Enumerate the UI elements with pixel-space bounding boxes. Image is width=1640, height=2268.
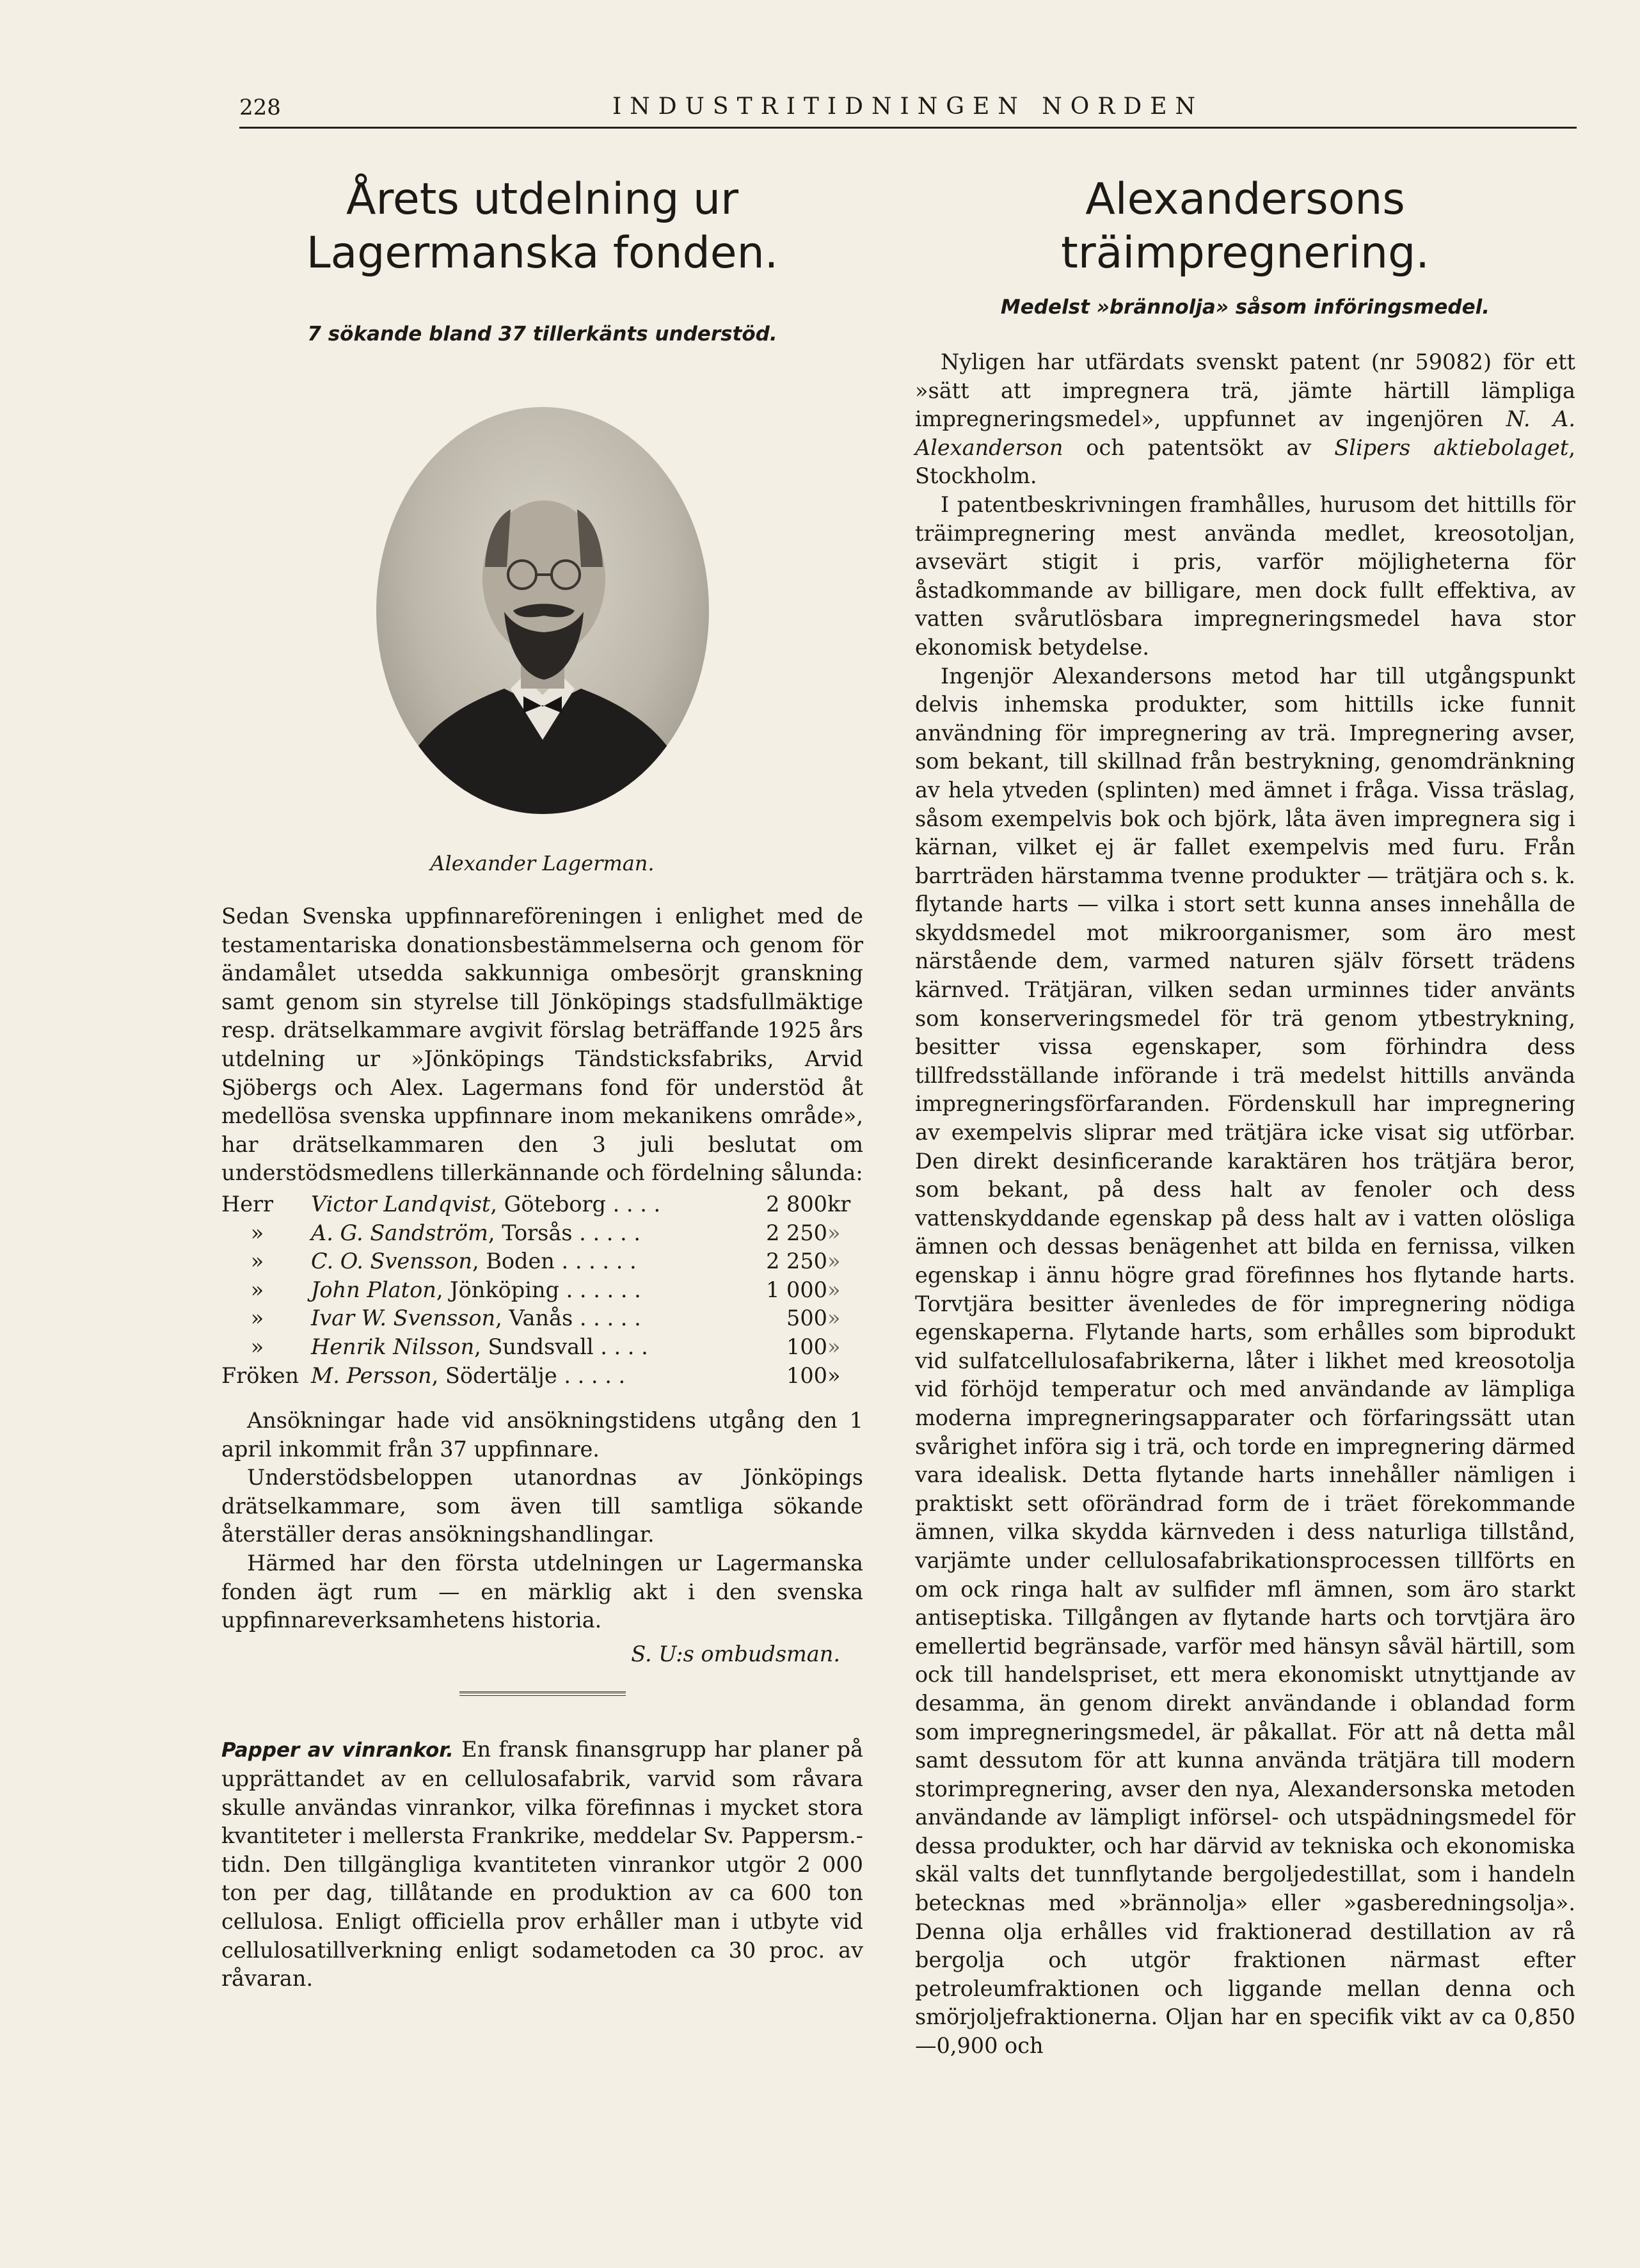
- grant-unit: »: [827, 1362, 841, 1388]
- grant-amount: 1 000: [766, 1277, 827, 1302]
- table-row: [221, 1304, 863, 1333]
- grant-place: , Södertälje: [431, 1362, 557, 1388]
- table-row: [221, 1190, 863, 1219]
- man-portrait-icon: [376, 407, 709, 814]
- grant-amount: 2 800: [766, 1191, 827, 1217]
- grant-recipient: [311, 1219, 744, 1248]
- grant-place: , Vanås: [495, 1306, 573, 1331]
- grant-amount: 100: [786, 1362, 827, 1388]
- grant-name: A. G. Sandström: [311, 1220, 488, 1245]
- grant-recipient: [311, 1304, 744, 1333]
- news-note: [221, 1736, 863, 1993]
- grant-name: C. O. Svensson: [311, 1249, 472, 1274]
- right-column: [915, 173, 1575, 2061]
- inventor-name: N. A. Alexanderson: [915, 406, 1575, 460]
- grant-name: Ivar W. Svensson: [311, 1306, 496, 1331]
- paragraph-payment: Understödsbeloppen utanordnas av Jönköpings drätselkammare, som även till samtliga sökande återställer deras ansökningshandlingar.: [221, 1465, 863, 1547]
- table-row: [221, 1247, 863, 1276]
- section-divider: [459, 1691, 626, 1696]
- grant-title: »: [250, 1277, 264, 1302]
- grants-table: [221, 1190, 863, 1390]
- paragraph-conclusion: Härmed har den första utdelningen ur Lagermanska fonden ägt rum — en märklig akt i den svenska uppfinnareverksamhetens historia.: [221, 1551, 863, 1633]
- table-row: [221, 1362, 863, 1391]
- grant-title: Herr: [221, 1191, 274, 1217]
- article-title-right: Alexandersons träimpregnering.: [1061, 174, 1429, 278]
- text-run: och patentsökt av: [1063, 435, 1335, 460]
- grant-title: Fröken: [221, 1362, 299, 1388]
- leader-dots: . . . .: [612, 1191, 661, 1217]
- grant-recipient: [311, 1247, 744, 1276]
- paragraph-applications: Ansökningar hade vid ansökningstidens utgång den 1 april inkommit från 37 uppfinnare.: [221, 1408, 863, 1462]
- grant-unit: »: [827, 1334, 841, 1359]
- intro-paragraph: Sedan Svenska uppfinnareföreningen i enlighet med de testamentariska donationsbestämmelserna och genom för ändamålet utsedda sakkunniga ombesörjt granskning samt genom sin styrelse till Jönköpings stadsfullmäktige resp. drätselkammare avgivit förslag beträffande 1925 års utdelning ur »Jönköpings Tändsticksfabriks, Arvid Sjöbergs och Alex. Lagermans fond för understöd åt medellösa svenska uppfinnare inom mekanikens område», har drätselkammaren den 3 juli beslutat om understödsmedlens tillerkännande och fördelning sålunda:: [221, 904, 863, 1186]
- grant-title: »: [250, 1334, 264, 1359]
- leader-dots: . . . . .: [564, 1362, 626, 1388]
- grant-amount: 2 250: [766, 1249, 827, 1274]
- masthead: INDUSTRITIDNINGEN NORDEN: [612, 93, 1204, 120]
- grant-amount: 500: [786, 1306, 827, 1331]
- grant-recipient: [311, 1333, 744, 1362]
- grant-place: , Jönköping: [436, 1277, 559, 1302]
- page-number: 228: [239, 95, 281, 120]
- grant-title: »: [250, 1220, 264, 1245]
- header-rule: [239, 127, 1577, 129]
- grant-title: »: [250, 1249, 264, 1274]
- grant-amount: 2 250: [766, 1220, 827, 1245]
- grant-unit: »: [827, 1220, 841, 1245]
- leader-dots: . . . .: [600, 1334, 648, 1359]
- grant-title: »: [250, 1306, 264, 1331]
- article-subtitle-right: Medelst »brännolja» såsom införingsmedel.: [1000, 296, 1490, 319]
- leader-dots: . . . . . .: [566, 1277, 641, 1302]
- note-text: En fransk finansgrupp har planer på upprättandet av en cellulosafabrik, varvid som råvara skulle användas vinrankor, vilka förefinnas i mycket stora kvantiteter i mellersta Frankrike, meddelar Sv. Pappersm.-tidn. Den tillgängliga kvantiteten vinrankor utgör 2 000 ton per dag, tillåtande en produktion av ca 600 ton cellulosa. Enligt officiella prov erhåller man i utbyte vid cellulosatillverkning enligt sodametoden ca 30 proc. av råvaran.: [221, 1737, 863, 1992]
- paragraph-patent: [915, 348, 1575, 491]
- page-header: [239, 90, 1577, 132]
- paragraph-method: Ingenjör Alexandersons metod har till utgångspunkt delvis inhemska produkter, som hittills icke funnit användning för impregnering av trä. Impregnering avser, som bekant, till skillnad från bestrykning, genomdränkning av hela ytveden (splinten) med ämnet i fråga. Vissa träslag, såsom exempelvis bok och björk, låta även impregnera sig i kärnan, vilket ej är fallet exempelvis med furu. Från barrträden härstamma tvenne produkter — trätjära och s. k. flytande harts — vilka i stort sett kunna anses innehålla de skyddsmedel mot mikroorganismer, som äro mest närstående dem, varmed naturen själv försett trädens kärnved. Trätjäran, vilken sedan urminnes tider använts som konserveringsmedel för trä genom ytbestrykning, besitter vissa egenskaper, som förhindra dess tillfredsställande införande i trä medelst hittills använda impregneringsförfaranden. Fördenskull har impregnering av exempelvis sliprar med trätjära icke visat sig utförbar. Den direkt desinficerande karaktären hos trätjära beror, som bekant, på dess halt av fenoler och dess vattenskyddande egenskap på dess halt av i vatten olösliga ämnen och dessas benägenhet att bilda en fernissa, vilken egenskap i ännu högre grad förefinnes hos flytande harts. Torvtjära besitter ävenledes de för impregnering nödiga egenskaperna. Flytande harts, som erhålles som biprodukt vid sulfatcellulosafabrikerna, låter i likhet med kreosotolja vid förhöjd temperatur och med användande av lämpliga moderna impregneringsapparater och förfaringssätt utan svårighet införa sig i trä, och torde en impregnering därmed vara idealisk. Detta flytande harts innehåller nämligen i praktiskt sett oförändrad form de i träet förekommande ämnen, vilka skydda kärnveden i dess naturliga tillstånd, varjämte under cellulosafabrikationsprocessen tillförts en om ock ringa halt av sulfider mfl ämnen, som äro starkt antiseptiska. Tillgången av flytande harts och torvtjära äro emellertid begränsade, varför med hänsyn såväl härtill, som ock till handelspriset, ett mera ekonomiskt utnyttjande av desamma, än genom direkt användande i oblandad form som impregneringsmedel, är påkallat. För att nå detta mål samt dessutom för att kunna använda trätjära till modern storimpregnering, avser den nya, Alexandersonska metoden användande av lämpligt införsel- och utspädningsmedel för dessa produkter, och har därvid av tekniska och ekonomiska skäl valts det tunnflytande bergoljedestillat, som i handeln betecknas med »brännolja» eller »gasberedningsolja». Denna olja erhålles vid fraktionerad destillation av rå bergolja och utgör fraktionen närmast efter petroleumfraktionen och liggande mellan denna och smörjoljefraktionerna. Oljan har en specifik vikt av ca 0,850—0,900 och: [915, 663, 1575, 2059]
- article-subtitle-left: 7 sökande bland 37 tillerkänts understöd.: [307, 323, 777, 346]
- grant-name: Henrik Nilsson: [311, 1334, 475, 1359]
- grant-unit: »: [827, 1249, 841, 1274]
- grant-place: , Göteborg: [490, 1191, 606, 1217]
- grant-unit: »: [827, 1277, 841, 1302]
- table-row: [221, 1333, 863, 1362]
- leader-dots: . . . . . .: [561, 1249, 637, 1274]
- paragraph-background: I patentbeskrivningen framhålles, hurusom det hittills för träimpregnering mest använda medlet, kreosotoljan, avsevärt stigit i pris, varför möjligheterna för åstadkommande av billigare, men dock fullt effektiva, av vatten svårutlösbara impregneringsmedel hava stor ekonomisk betydelse.: [915, 491, 1575, 660]
- note-runin-heading: Papper av vinrankor.: [221, 1739, 454, 1762]
- grant-unit: »: [827, 1306, 841, 1331]
- signature: S. U:s ombudsman.: [631, 1641, 840, 1666]
- grant-amount: 100: [786, 1334, 827, 1359]
- grant-recipient: [311, 1276, 744, 1305]
- text-run: Nyligen har utfärdats svenskt patent (nr 59082) för ett »sätt att impregnera trä, jämte härtill lämpliga impregneringsmedel», uppfunnet av ingenjören: [915, 349, 1575, 432]
- left-column: [221, 173, 863, 1993]
- grant-unit: kr: [827, 1191, 851, 1217]
- portrait-photo: [376, 407, 709, 814]
- article-title-left: Årets utdelning ur Lagermanska fonden.: [306, 174, 779, 278]
- portrait-image: [376, 407, 709, 814]
- company-name: Slipers aktiebolaget: [1334, 435, 1569, 460]
- leader-dots: . . . . .: [579, 1306, 641, 1331]
- grant-recipient: [311, 1190, 744, 1219]
- grant-place: , Torsås: [488, 1220, 573, 1245]
- grant-place: , Sundsvall: [474, 1334, 594, 1359]
- grant-name: M. Persson: [311, 1362, 432, 1388]
- text-run: , Stockholm.: [915, 435, 1575, 489]
- table-row: [221, 1219, 863, 1248]
- grant-name: Victor Landqvist: [311, 1191, 491, 1217]
- grant-recipient: [311, 1362, 744, 1391]
- photo-caption: Alexander Lagerman.: [430, 851, 655, 875]
- grant-place: , Boden: [472, 1249, 555, 1274]
- grant-name: John Platon: [311, 1277, 436, 1302]
- leader-dots: . . . . .: [579, 1220, 641, 1245]
- table-row: [221, 1276, 863, 1305]
